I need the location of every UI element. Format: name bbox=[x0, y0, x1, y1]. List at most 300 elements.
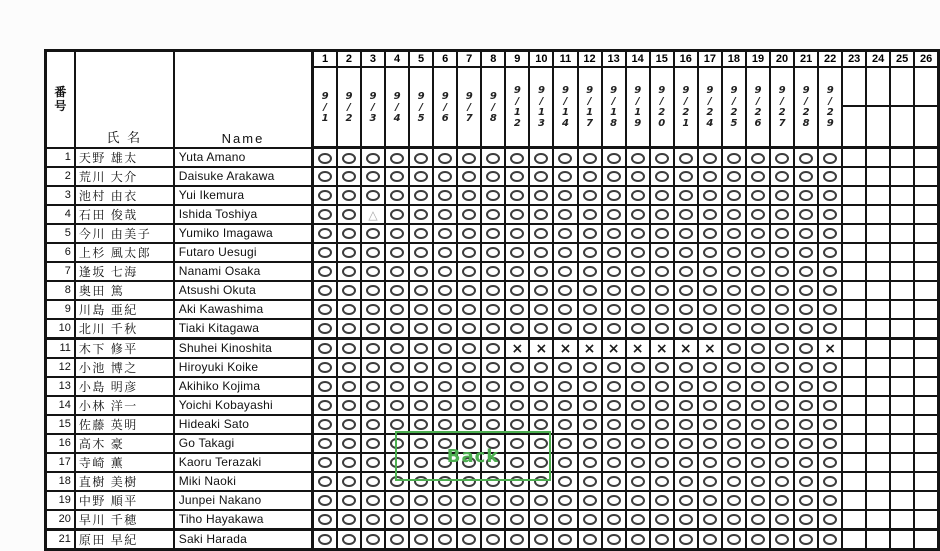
attendance-cell bbox=[481, 319, 505, 339]
circle-mark bbox=[558, 247, 572, 258]
attendance-cell bbox=[650, 319, 674, 339]
circle-mark bbox=[438, 153, 452, 164]
attendance-cell bbox=[722, 224, 746, 243]
attendance-cell bbox=[409, 205, 433, 224]
attendance-cell bbox=[337, 529, 361, 549]
attendance-cell bbox=[602, 491, 626, 510]
attendance-cell bbox=[890, 148, 914, 167]
circle-mark bbox=[703, 209, 717, 220]
circle-mark bbox=[607, 228, 621, 239]
attendance-cell bbox=[914, 434, 938, 453]
attendance-cell bbox=[602, 262, 626, 281]
attendance-cell bbox=[409, 148, 433, 167]
attendance-cell bbox=[529, 358, 553, 377]
date-header: 9 / 2 9 bbox=[818, 67, 842, 148]
attendance-cell bbox=[553, 415, 577, 434]
circle-mark bbox=[390, 247, 404, 258]
attendance-cell bbox=[698, 148, 722, 167]
circle-mark bbox=[727, 304, 741, 315]
circle-mark bbox=[438, 514, 452, 525]
circle-mark bbox=[799, 343, 813, 354]
attendance-cell bbox=[481, 491, 505, 510]
attendance-cell bbox=[674, 338, 698, 358]
circle-mark bbox=[775, 438, 789, 449]
attendance-cell bbox=[602, 319, 626, 339]
circle-mark bbox=[318, 285, 332, 296]
attendance-cell bbox=[698, 300, 722, 319]
circle-mark bbox=[438, 247, 452, 258]
attendance-cell bbox=[626, 396, 650, 415]
attendance-cell bbox=[385, 529, 409, 549]
attendance-cell bbox=[722, 148, 746, 167]
attendance-cell bbox=[578, 434, 602, 453]
circle-mark bbox=[727, 285, 741, 296]
attendance-cell bbox=[914, 415, 938, 434]
circle-mark bbox=[486, 495, 500, 506]
attendance-cell bbox=[674, 510, 698, 530]
circle-mark bbox=[799, 419, 813, 430]
attendance-cell bbox=[313, 224, 337, 243]
circle-mark bbox=[607, 285, 621, 296]
attendance-cell bbox=[626, 472, 650, 491]
attendance-cell bbox=[866, 453, 890, 472]
circle-mark bbox=[318, 514, 332, 525]
name-jp: 木下 修平 bbox=[75, 338, 174, 358]
attendance-cell bbox=[914, 358, 938, 377]
attendance-cell bbox=[553, 281, 577, 300]
circle-mark bbox=[510, 514, 524, 525]
attendance-cell bbox=[794, 300, 818, 319]
circle-mark bbox=[823, 514, 837, 525]
attendance-cell bbox=[770, 262, 794, 281]
date-header: 9 / 1 3 bbox=[529, 67, 553, 148]
circle-mark bbox=[534, 153, 548, 164]
attendance-cell bbox=[313, 300, 337, 319]
circle-mark bbox=[558, 171, 572, 182]
attendance-cell bbox=[481, 243, 505, 262]
attendance-cell bbox=[698, 243, 722, 262]
circle-mark bbox=[631, 285, 645, 296]
attendance-cell bbox=[818, 377, 842, 396]
circle-mark bbox=[631, 476, 645, 487]
attendance-cell bbox=[361, 300, 385, 319]
row-number: 17 bbox=[46, 453, 75, 472]
attendance-cell bbox=[626, 434, 650, 453]
col-number-header: 25 bbox=[890, 51, 914, 68]
attendance-cell bbox=[337, 491, 361, 510]
circle-mark bbox=[390, 514, 404, 525]
attendance-cell bbox=[650, 434, 674, 453]
attendance-cell bbox=[578, 281, 602, 300]
attendance-cell bbox=[698, 529, 722, 549]
attendance-cell bbox=[674, 167, 698, 186]
attendance-cell bbox=[842, 358, 866, 377]
attendance-cell bbox=[553, 205, 577, 224]
row-number: 3 bbox=[46, 186, 75, 205]
circle-mark bbox=[462, 228, 476, 239]
attendance-cell bbox=[746, 472, 770, 491]
table-row bbox=[46, 186, 939, 205]
name-jp: 佐藤 英明 bbox=[75, 415, 174, 434]
attendance-cell bbox=[457, 281, 481, 300]
attendance-cell bbox=[650, 510, 674, 530]
attendance-cell bbox=[890, 167, 914, 186]
attendance-cell bbox=[481, 396, 505, 415]
circle-mark bbox=[414, 400, 428, 411]
name-en: Hiroyuki Koike bbox=[174, 358, 313, 377]
attendance-cell bbox=[505, 186, 529, 205]
circle-mark bbox=[510, 228, 524, 239]
attendance-cell bbox=[770, 453, 794, 472]
attendance-cell bbox=[578, 300, 602, 319]
attendance-cell bbox=[529, 186, 553, 205]
circle-mark bbox=[751, 438, 765, 449]
circle-mark bbox=[823, 285, 837, 296]
attendance-cell bbox=[337, 510, 361, 530]
circle-mark bbox=[679, 514, 693, 525]
circle-mark bbox=[655, 228, 669, 239]
attendance-cell bbox=[337, 415, 361, 434]
attendance-cell bbox=[385, 300, 409, 319]
circle-mark bbox=[823, 304, 837, 315]
circle-mark bbox=[414, 171, 428, 182]
attendance-cell bbox=[890, 377, 914, 396]
circle-mark bbox=[679, 400, 693, 411]
attendance-cell bbox=[578, 167, 602, 186]
circle-mark bbox=[583, 171, 597, 182]
attendance-cell bbox=[650, 186, 674, 205]
attendance-cell bbox=[385, 186, 409, 205]
circle-mark bbox=[486, 400, 500, 411]
attendance-cell bbox=[409, 262, 433, 281]
attendance-cell bbox=[385, 148, 409, 167]
circle-mark bbox=[703, 438, 717, 449]
circle-mark bbox=[486, 171, 500, 182]
circle-mark bbox=[655, 381, 669, 392]
attendance-cell bbox=[481, 300, 505, 319]
attendance-cell bbox=[626, 148, 650, 167]
circle-mark bbox=[703, 362, 717, 373]
circle-mark bbox=[655, 438, 669, 449]
attendance-cell bbox=[746, 224, 770, 243]
attendance-cell bbox=[626, 377, 650, 396]
circle-mark bbox=[775, 514, 789, 525]
row-number: 7 bbox=[46, 262, 75, 281]
circle-mark bbox=[462, 247, 476, 258]
circle-mark bbox=[751, 285, 765, 296]
circle-mark bbox=[318, 457, 332, 468]
circle-mark bbox=[823, 400, 837, 411]
circle-mark bbox=[631, 534, 645, 545]
attendance-cell bbox=[722, 491, 746, 510]
attendance-cell bbox=[361, 167, 385, 186]
circle-mark bbox=[799, 323, 813, 334]
attendance-cell bbox=[674, 281, 698, 300]
circle-mark bbox=[510, 304, 524, 315]
attendance-cell bbox=[385, 396, 409, 415]
circle-mark bbox=[703, 304, 717, 315]
attendance-cell bbox=[890, 491, 914, 510]
col-number-header: 4 bbox=[385, 51, 409, 68]
attendance-cell bbox=[818, 224, 842, 243]
circle-mark bbox=[679, 304, 693, 315]
circle-mark bbox=[486, 343, 500, 354]
attendance-cell bbox=[866, 186, 890, 205]
attendance-cell bbox=[626, 262, 650, 281]
attendance-cell bbox=[602, 377, 626, 396]
attendance-cell bbox=[602, 472, 626, 491]
table-row bbox=[46, 338, 939, 358]
circle-mark bbox=[799, 171, 813, 182]
attendance-cell bbox=[746, 338, 770, 358]
attendance-cell bbox=[385, 377, 409, 396]
circle-mark bbox=[607, 457, 621, 468]
attendance-cell bbox=[794, 281, 818, 300]
attendance-cell bbox=[746, 434, 770, 453]
attendance-cell bbox=[626, 205, 650, 224]
circle-mark bbox=[462, 381, 476, 392]
circle-mark bbox=[799, 228, 813, 239]
circle-mark bbox=[775, 381, 789, 392]
circle-mark bbox=[679, 476, 693, 487]
attendance-cell bbox=[842, 224, 866, 243]
attendance-cell bbox=[337, 167, 361, 186]
circle-mark bbox=[703, 514, 717, 525]
attendance-cell bbox=[337, 243, 361, 262]
circle-mark bbox=[414, 343, 428, 354]
date-header: 9 / 1 bbox=[313, 67, 337, 148]
attendance-cell bbox=[722, 396, 746, 415]
circle-mark bbox=[318, 247, 332, 258]
circle-mark bbox=[390, 190, 404, 201]
circle-mark bbox=[823, 381, 837, 392]
name-en: Daisuke Arakawa bbox=[174, 167, 313, 186]
attendance-cell bbox=[361, 510, 385, 530]
circle-mark bbox=[558, 514, 572, 525]
attendance-cell bbox=[433, 319, 457, 339]
circle-mark bbox=[631, 266, 645, 277]
circle-mark bbox=[655, 171, 669, 182]
circle-mark bbox=[751, 534, 765, 545]
col-number-header: 22 bbox=[818, 51, 842, 68]
attendance-cell bbox=[457, 300, 481, 319]
attendance-cell bbox=[866, 434, 890, 453]
circle-mark bbox=[486, 514, 500, 525]
circle-mark bbox=[631, 457, 645, 468]
circle-mark bbox=[486, 534, 500, 545]
name-jp: 原田 早紀 bbox=[75, 529, 174, 549]
date-header: 9 / 8 bbox=[481, 67, 505, 148]
attendance-cell bbox=[433, 243, 457, 262]
attendance-cell bbox=[313, 243, 337, 262]
circle-mark bbox=[342, 228, 356, 239]
attendance-cell bbox=[505, 205, 529, 224]
attendance-cell bbox=[361, 491, 385, 510]
attendance-cell bbox=[337, 396, 361, 415]
circle-mark bbox=[727, 495, 741, 506]
attendance-cell bbox=[650, 358, 674, 377]
col-number-header: 26 bbox=[914, 51, 938, 68]
table-row bbox=[46, 224, 939, 243]
circle-mark bbox=[823, 495, 837, 506]
circle-mark bbox=[679, 419, 693, 430]
circle-mark bbox=[366, 400, 380, 411]
attendance-cell bbox=[866, 281, 890, 300]
name-jp: 寺崎 薫 bbox=[75, 453, 174, 472]
attendance-cell bbox=[770, 205, 794, 224]
circle-mark bbox=[823, 228, 837, 239]
attendance-cell bbox=[842, 262, 866, 281]
attendance-cell bbox=[385, 224, 409, 243]
circle-mark bbox=[366, 190, 380, 201]
attendance-cell bbox=[746, 148, 770, 167]
circle-mark bbox=[366, 153, 380, 164]
attendance-cell bbox=[481, 510, 505, 530]
circle-mark bbox=[583, 495, 597, 506]
circle-mark bbox=[799, 153, 813, 164]
attendance-cell bbox=[553, 167, 577, 186]
circle-mark bbox=[462, 190, 476, 201]
circle-mark bbox=[366, 381, 380, 392]
attendance-cell bbox=[457, 148, 481, 167]
back-button[interactable] bbox=[395, 431, 551, 481]
attendance-cell bbox=[361, 415, 385, 434]
attendance-cell bbox=[890, 300, 914, 319]
circle-mark bbox=[558, 362, 572, 373]
attendance-cell bbox=[698, 205, 722, 224]
circle-mark bbox=[679, 362, 693, 373]
attendance-cell bbox=[385, 491, 409, 510]
circle-mark bbox=[534, 209, 548, 220]
name-jp: 中野 順平 bbox=[75, 491, 174, 510]
circle-mark bbox=[510, 362, 524, 373]
attendance-cell bbox=[313, 358, 337, 377]
attendance-cell bbox=[794, 262, 818, 281]
attendance-cell bbox=[553, 472, 577, 491]
attendance-cell bbox=[505, 243, 529, 262]
attendance-cell bbox=[337, 300, 361, 319]
table-row bbox=[46, 491, 939, 510]
circle-mark bbox=[583, 190, 597, 201]
circle-mark bbox=[823, 247, 837, 258]
circle-mark bbox=[655, 419, 669, 430]
circle-mark bbox=[727, 323, 741, 334]
circle-mark bbox=[775, 362, 789, 373]
row-number: 8 bbox=[46, 281, 75, 300]
attendance-cell bbox=[794, 510, 818, 530]
circle-mark bbox=[462, 495, 476, 506]
circle-mark bbox=[703, 400, 717, 411]
attendance-cell bbox=[433, 224, 457, 243]
attendance-cell bbox=[914, 224, 938, 243]
attendance-cell bbox=[722, 510, 746, 530]
circle-mark bbox=[823, 362, 837, 373]
attendance-cell bbox=[890, 186, 914, 205]
circle-mark bbox=[366, 304, 380, 315]
attendance-cell bbox=[457, 510, 481, 530]
circle-mark bbox=[631, 190, 645, 201]
circle-mark bbox=[318, 343, 332, 354]
circle-mark bbox=[583, 476, 597, 487]
circle-mark bbox=[727, 247, 741, 258]
attendance-cell bbox=[650, 262, 674, 281]
attendance-cell bbox=[433, 491, 457, 510]
circle-mark bbox=[414, 285, 428, 296]
circle-mark bbox=[751, 400, 765, 411]
attendance-cell bbox=[602, 434, 626, 453]
circle-mark bbox=[631, 209, 645, 220]
circle-mark bbox=[583, 304, 597, 315]
name-en: Nanami Osaka bbox=[174, 262, 313, 281]
attendance-cell bbox=[361, 205, 385, 224]
circle-mark bbox=[775, 228, 789, 239]
circle-mark bbox=[342, 514, 356, 525]
circle-mark bbox=[799, 438, 813, 449]
attendance-cell bbox=[457, 529, 481, 549]
circle-mark bbox=[751, 419, 765, 430]
attendance-cell bbox=[578, 338, 602, 358]
circle-mark bbox=[342, 153, 356, 164]
circle-mark bbox=[390, 304, 404, 315]
attendance-cell bbox=[674, 358, 698, 377]
attendance-cell bbox=[722, 243, 746, 262]
attendance-cell bbox=[722, 529, 746, 549]
circle-mark bbox=[751, 343, 765, 354]
attendance-cell bbox=[794, 319, 818, 339]
circle-mark bbox=[751, 171, 765, 182]
circle-mark bbox=[342, 419, 356, 430]
row-number: 19 bbox=[46, 491, 75, 510]
circle-mark bbox=[342, 381, 356, 392]
circle-mark bbox=[727, 514, 741, 525]
attendance-cell bbox=[890, 224, 914, 243]
circle-mark bbox=[751, 495, 765, 506]
name-en: Ishida Toshiya bbox=[174, 205, 313, 224]
circle-mark bbox=[414, 381, 428, 392]
name-jp: 今川 由美子 bbox=[75, 224, 174, 243]
circle-mark bbox=[438, 304, 452, 315]
attendance-cell bbox=[890, 415, 914, 434]
attendance-cell bbox=[602, 186, 626, 205]
attendance-cell bbox=[914, 186, 938, 205]
circle-mark bbox=[751, 153, 765, 164]
circle-mark bbox=[799, 285, 813, 296]
attendance-cell bbox=[553, 148, 577, 167]
attendance-cell bbox=[818, 148, 842, 167]
attendance-cell bbox=[770, 415, 794, 434]
attendance-cell bbox=[433, 167, 457, 186]
circle-mark bbox=[318, 228, 332, 239]
circle-mark bbox=[534, 266, 548, 277]
attendance-cell bbox=[818, 472, 842, 491]
circle-mark bbox=[727, 476, 741, 487]
attendance-cell bbox=[722, 186, 746, 205]
attendance-cell bbox=[698, 377, 722, 396]
attendance-cell bbox=[529, 377, 553, 396]
attendance-cell bbox=[722, 358, 746, 377]
attendance-cell bbox=[337, 472, 361, 491]
attendance-cell bbox=[337, 377, 361, 396]
name-en: Yoichi Kobayashi bbox=[174, 396, 313, 415]
circle-mark bbox=[318, 400, 332, 411]
attendance-cell bbox=[409, 377, 433, 396]
attendance-cell bbox=[505, 396, 529, 415]
name-jp: 早川 千穂 bbox=[75, 510, 174, 530]
row-number-header: 番 号 bbox=[46, 51, 75, 148]
attendance-cell bbox=[650, 472, 674, 491]
col-number-header: 12 bbox=[578, 51, 602, 68]
circle-mark bbox=[534, 400, 548, 411]
